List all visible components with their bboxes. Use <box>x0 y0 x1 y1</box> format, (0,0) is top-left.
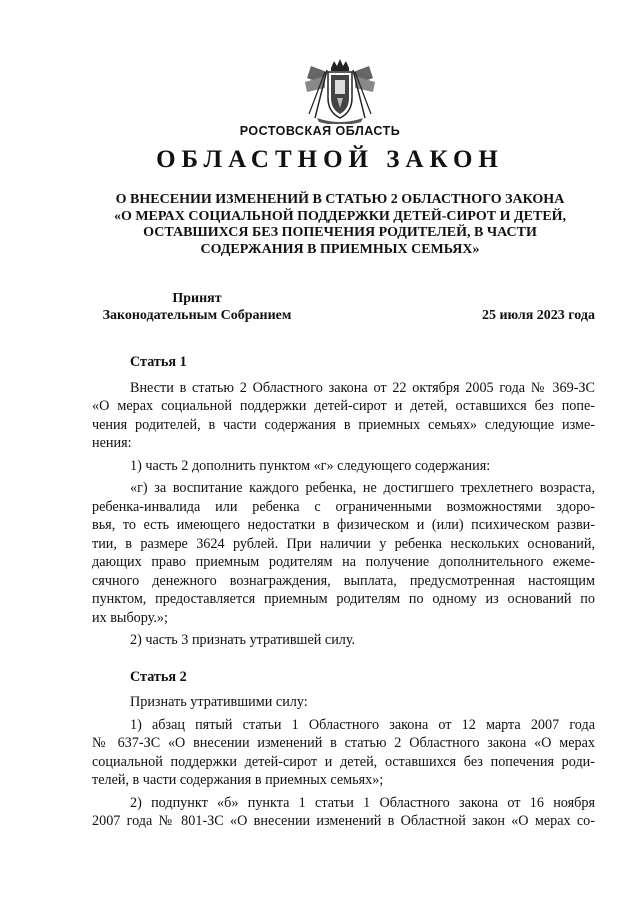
text-line: ребенка-инвалида или ребенка с ограниченными возможностями здоро- <box>92 498 595 515</box>
text-line: 2) часть 3 признать утратившей силу. <box>130 632 356 648</box>
text-line: № 637-ЗС «О внесении изменений в статью 2 Областного закона «О мерах <box>92 735 595 751</box>
law-title-line: О ВНЕСЕНИИ ИЗМЕНЕНИЙ В СТАТЬЮ 2 ОБЛАСТНОГО ЗАКОНА <box>115 192 565 207</box>
text-line: 1) абзац пятый статьи 1 Областного закона от 12 марта 2007 года <box>130 716 595 733</box>
text-line: их выбору.»; <box>92 609 168 626</box>
coat-of-arms-emblem <box>297 58 383 124</box>
law-title-line: «О МЕРАХ СОЦИАЛЬНОЙ ПОДДЕРЖКИ ДЕТЕЙ-СИРОТ И ДЕТЕЙ, <box>113 208 567 224</box>
text-line: 2) подпункт «б» пункта 1 статьи 1 Областного закона от 16 ноября <box>130 794 595 811</box>
text-line: «О мерах социальной поддержки детей-сирот и детей, оставшихся без попе- <box>92 398 595 414</box>
text-line: дающих право приемным родителям на получение дополнительного ежеме- <box>92 554 595 570</box>
article-1-item-2 <box>92 631 595 650</box>
adoption-block <box>92 290 302 324</box>
article-1-item-g <box>92 479 595 627</box>
text-line: Внести в статью 2 Областного закона от 22 октября 2005 года № 369-ЗС <box>130 379 595 396</box>
text-line: Признать утратившими силу: <box>130 694 308 710</box>
text-line: вья, то есть имеющего недостатки в физическом и (или) психическом разви- <box>92 517 595 533</box>
coat-of-arms-icon <box>297 58 383 124</box>
text-line: 2007 года № 801-ЗС «О внесении изменений в Областной закон «О мерах со- <box>92 813 595 829</box>
text-line: пунктом, предоставляется приемным родителям по одному из оснований по <box>92 591 595 607</box>
text-line: чения родителей, в части содержания в приемных семьях» следующие изме- <box>92 416 595 433</box>
law-title-line: СОДЕРЖАНИЯ В ПРИЕМНЫХ СЕМЬЯХ» <box>200 241 480 257</box>
adopting-body: Законодательным Собранием <box>102 308 292 323</box>
region-name: РОСТОВСКАЯ ОБЛАСТЬ <box>239 124 401 138</box>
document-type-heading: ОБЛАСТНОЙ ЗАКОН <box>156 146 504 173</box>
text-line: сячного денежного вознаграждения, выплата, предусмотренная настоящим <box>92 572 595 589</box>
law-title-line: ОСТАВШИХСЯ БЕЗ ПОПЕЧЕНИЯ РОДИТЕЛЕЙ, В ЧАСТИ <box>143 225 537 240</box>
article-2-item-1 <box>92 716 595 790</box>
article-1-item-1 <box>92 457 595 476</box>
article-1-heading: Статья 1 <box>130 354 187 370</box>
article-2-heading: Статья 2 <box>130 668 187 685</box>
adoption-label: Принят <box>172 291 222 306</box>
text-line: тии, в размере 3624 рублей. При наличии у ребенка нескольких оснований, <box>92 535 595 552</box>
text-line: социальной поддержки детей-сирот и детей, оставшихся без попечения роди- <box>92 753 595 770</box>
text-line: телей, в части содержания в приемных семьях»; <box>92 772 384 788</box>
article-2-intro <box>92 693 595 712</box>
text-line: нения: <box>92 435 132 451</box>
adoption-date: 25 июля 2023 года <box>481 308 595 323</box>
law-title <box>90 192 590 258</box>
article-2-item-2 <box>92 794 595 831</box>
text-line: «г) за воспитание каждого ребенка, не достигшего трехлетнего возраста, <box>130 480 595 496</box>
article-1-paragraph <box>92 379 595 453</box>
text-line: 1) часть 2 дополнить пунктом «г» следующего содержания: <box>130 457 491 474</box>
law-body <box>92 353 595 835</box>
